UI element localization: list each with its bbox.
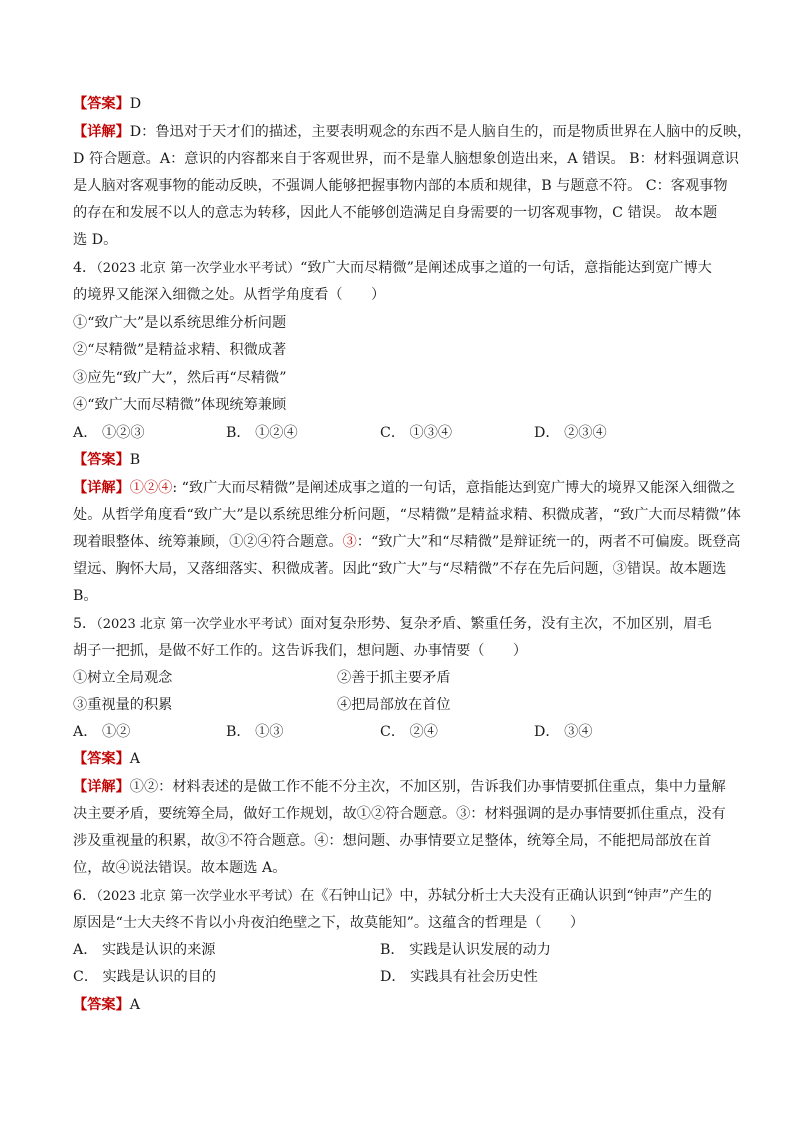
q5-stem-line-1: 5．（2023 北京 第一次学业水平考试）面对复杂形势、复杂矛盾、繁重任务，没有主次，不加区别，眉毛 [73, 616, 712, 632]
q4-answer: B [129, 452, 141, 468]
q6-answer-line [73, 995, 140, 1015]
q4-option-b: B． ①②④ [226, 425, 298, 441]
q5-detail-line-1: 【详解】①②：材料表述的是做工作不能不分主次，不加区别，告诉我们办事情要抓住重点，集中力量解 [73, 779, 726, 795]
q4-item-1: ①“致广大”是以系统思维分析问题 [73, 315, 287, 331]
question-number: 4． [73, 260, 97, 276]
detail-tag: 【详解】 [73, 480, 130, 496]
q6-option-b: B． 实践是认识发展的动力 [380, 942, 551, 958]
q5-item-3: ③重视量的积累 [73, 697, 173, 713]
q5-option-c: C． ②④ [380, 724, 438, 740]
q5-answer: A [129, 751, 141, 767]
q4-option-d: D． ②③④ [534, 425, 607, 441]
q5-item-1: ①树立全局观念 [73, 670, 173, 686]
detail-tag: 【详解】 [73, 779, 130, 795]
q4-detail-line-1: 【详解】①②④: “致广大而尽精微”是阐述成事之道的一句话，意指能达到宽广博大的境界又能深入细微之 [73, 480, 736, 496]
q3-detail-line-3: 是人脑对客观事物的能动反映，不强调人能够把握事物内部的本质和规律，B 与题意不符。 C：客观事物 [73, 178, 728, 194]
q3-detail-line-2: D 符合题意。A：意识的内容都来自于客观世界，而不是靠人脑想象创造出来，A 错误。 B：材料强调意识 [73, 151, 739, 167]
detail-tag: 【详解】 [73, 124, 130, 140]
answer-tag: 【答案】 [73, 997, 130, 1013]
q5-detail-line-3: 涉及重视量的积累，故③不符合题意。④：想问题、办事情要立足整体，统筹全局，不能把局部放在首 [73, 833, 712, 849]
q6-stem-line-1: 6．（2023 北京 第一次学业水平考试）在《石钟山记》中，苏轼分析士大夫没有正确认识到“钟声”产生的 [73, 888, 712, 904]
q5-answer-line [73, 749, 140, 769]
q4-stem-line-2: 的境界又能深入细微之处。从哲学角度看（ ） [73, 287, 386, 303]
q6-option-a: A． 实践是认识的来源 [73, 942, 216, 958]
q4-detail-line-5: B。 [73, 588, 98, 604]
q5-item-2: ②善于抓主要矛盾 [337, 670, 451, 686]
q3-answer-line [73, 94, 141, 114]
q4-detail-line-2: 处。从哲学角度看“致广大”是以系统思维分析问题，“尽精微”是精益求精、积微成著，“致广大而尽精微”体 [73, 507, 741, 523]
q4-stem-line-1: 4．（2023 北京 第一次学业水平考试）“致广大而尽精微”是阐述成事之道的一句话，意指能达到宽广博大 [73, 260, 712, 276]
q5-option-a: A． ①② [73, 724, 131, 740]
q4-option-a: A． ①②③ [73, 425, 145, 441]
q3-detail-line-4: 的存在和发展不以人的意志为转移，因此人不能够创造满足自身需要的一切客观事物，C 错误。 故本题 [73, 205, 718, 221]
q6-answer: A [129, 997, 141, 1013]
q5-item-4: ④把局部放在首位 [337, 697, 451, 713]
q4-item-4: ④“致广大而尽精微”体现统筹兼顾 [73, 397, 287, 413]
q6-stem-line-2: 原因是“士大夫终不肯以小舟夜泊绝壁之下，故莫能知”。这蕴含的哲理是（ ） [73, 915, 585, 931]
q4-option-c: C． ①③④ [380, 425, 453, 441]
q4-item-3: ③应先“致广大”，然后再“尽精微” [73, 370, 287, 386]
q4-answer-line [73, 450, 140, 470]
q3-detail-line-1: 【详解】D：鲁迅对于天才们的描述，主要表明观念的东西不是人脑自生的，而是物质世界在人脑中的反映， [73, 124, 752, 140]
question-source: （2023 北京 第一次学业水平考试） [96, 617, 301, 632]
question-number: 6． [73, 888, 97, 904]
q5-detail-line-4: 位，故④说法错误。故本题选 A。 [73, 860, 287, 876]
answer-tag: 【答案】 [73, 751, 130, 767]
q3-answer: D [129, 96, 142, 112]
question-source: （2023 北京 第一次学业水平考试） [96, 889, 301, 904]
q5-option-b: B． ①③ [226, 724, 284, 740]
q4-detail-line-4: 望远、胸怀大局，又落细落实、积微成著。因此“致广大”与“尽精微”不存在先后问题，③错误。故本题选 [73, 561, 727, 577]
q3-detail-line-5: 选 D。 [73, 232, 118, 248]
q5-option-d: D． ③④ [534, 724, 593, 740]
q6-option-d: D． 实践具有社会历史性 [380, 969, 538, 985]
answer-tag: 【答案】 [73, 452, 130, 468]
q4-item-2: ②“尽精微”是精益求精、积微成著 [73, 342, 287, 358]
q5-detail-line-2: 决主要矛盾，要统筹全局，做好工作规划，故①②符合题意。③：材料强调的是办事情要抓住重点，没有 [73, 806, 726, 822]
question-number: 5． [73, 616, 97, 632]
q5-stem-line-2: 胡子一把抓，是做不好工作的。这告诉我们，想问题、办事情要（ ） [73, 643, 528, 659]
question-source: （2023 北京 第一次学业水平考试） [96, 261, 301, 276]
q4-detail-line-3: 现着眼整体、统筹兼顾，①②④符合题意。③：“致广大”和“尽精微”是辩证统一的，两者不可偏废。既登高 [73, 534, 741, 550]
answer-tag: 【答案】 [73, 96, 130, 112]
q6-option-c: C． 实践是认识的目的 [73, 969, 217, 985]
